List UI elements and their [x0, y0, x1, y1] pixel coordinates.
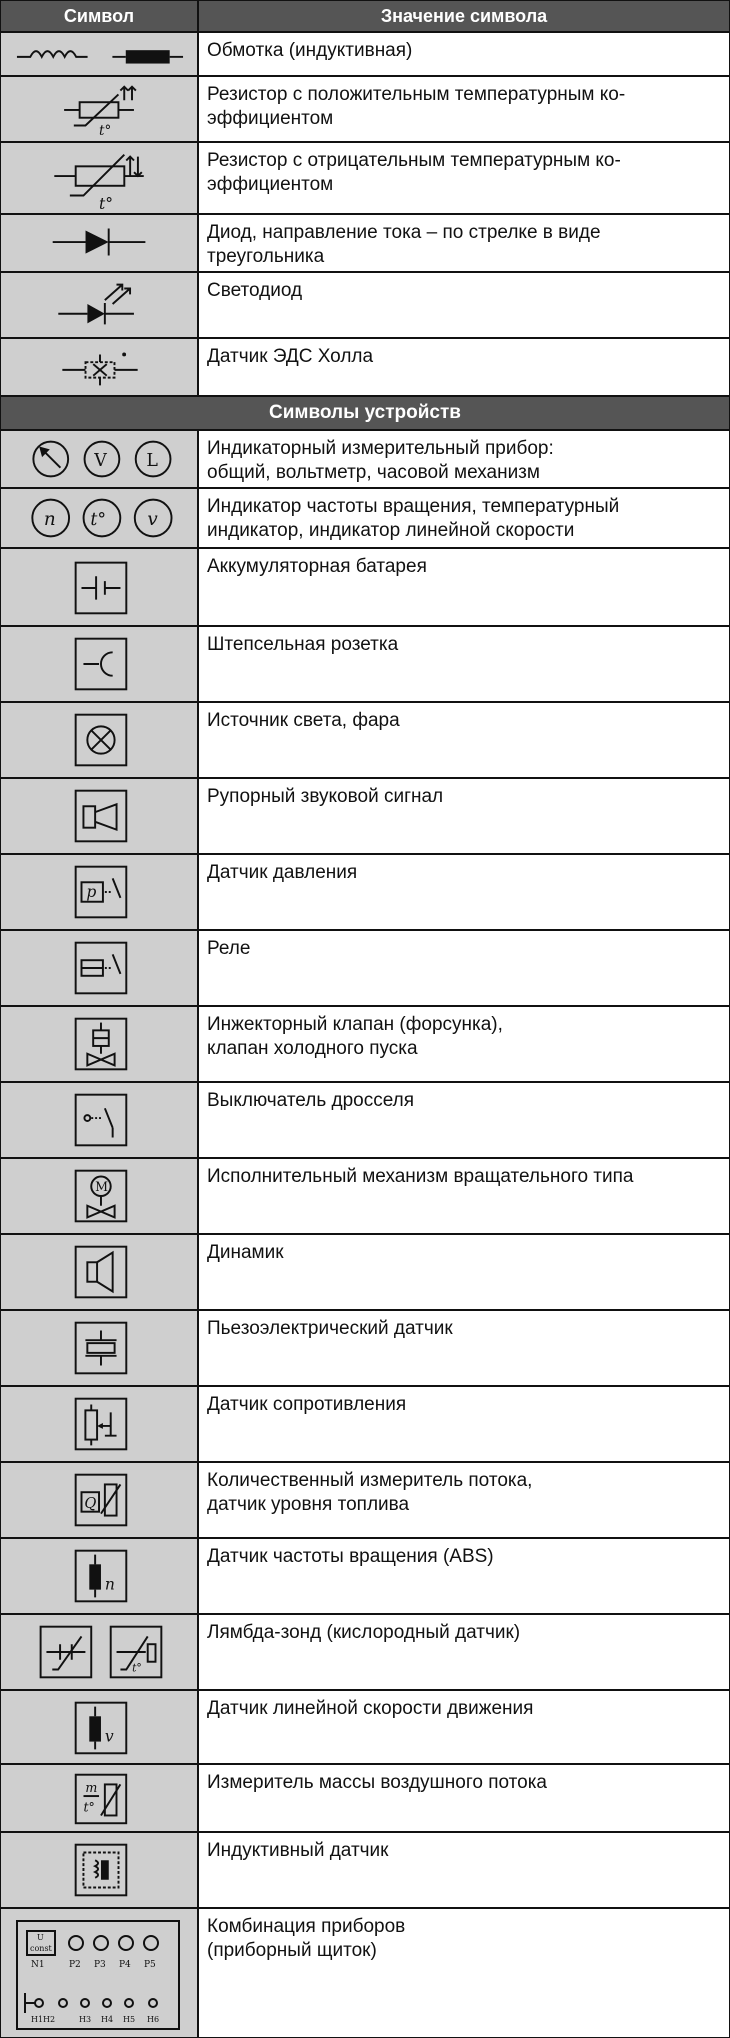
table-row [1, 1235, 729, 1311]
ptc-label: t° [99, 123, 112, 140]
abs-label: n [104, 1575, 115, 1594]
socket-icon [1, 627, 199, 701]
row-meaning: Количественный измеритель потока, датчик уровня топлива [207, 1470, 533, 1515]
cluster-u-label: U [37, 1933, 44, 1942]
instrument-cluster-icon [1, 1909, 199, 2037]
linear-speed-label: v [147, 508, 158, 530]
table-row [1, 627, 729, 703]
table-row [1, 1311, 729, 1387]
abs-sensor-icon [1, 1539, 199, 1613]
linear-speed-sensor-label: v [104, 1727, 114, 1746]
table-row [1, 1909, 729, 2037]
row-meaning: Комбинация приборов (приборный щиток) [207, 1916, 406, 1961]
table-row [1, 549, 729, 627]
header-meaning: Значение символа [380, 5, 548, 26]
table-row [1, 1691, 729, 1765]
table-row [1, 855, 729, 931]
table-row [1, 779, 729, 855]
table-row [1, 1387, 729, 1463]
cluster-h2-label: H2 [43, 2015, 56, 2024]
linear-speed-sensor-icon [1, 1691, 199, 1763]
table-row [1, 1833, 729, 1909]
ntc-label: t° [99, 195, 114, 213]
table-row [1, 77, 729, 143]
rotary-actuator-icon [1, 1159, 199, 1233]
hall-sensor-icon [1, 339, 199, 395]
speed-temp-indicator-icons [1, 489, 199, 547]
flow-meter-icon [1, 1463, 199, 1537]
air-mass-meter-icon [1, 1765, 199, 1831]
diode-icon [1, 215, 199, 271]
row-meaning: Измеритель массы воздушного потока [207, 1772, 547, 1793]
voltmeter-label: V [94, 450, 107, 471]
row-meaning: Резистор с отрицательным температурным ко- эффициентом [207, 150, 621, 195]
row-meaning: Штепсельная розетка [207, 634, 399, 655]
cluster-h1-label: H1 [31, 2015, 44, 2024]
speaker-icon [1, 1235, 199, 1309]
flow-label: Q [84, 1494, 97, 1512]
header-symbol: Символ [1, 1, 199, 31]
temp-label: t° [90, 509, 107, 530]
row-meaning: Инжекторный клапан (форсунка), клапан холодного пуска [207, 1014, 503, 1059]
meter-icons [1, 431, 199, 487]
inductive-sensor-icon [1, 1833, 199, 1907]
speed-label: n [43, 508, 56, 530]
cluster-const-label: const [30, 1944, 52, 1953]
lambda-temp-label: t° [132, 1661, 142, 1675]
cluster-h6-label: H6 [147, 2015, 160, 2024]
row-meaning: Датчик линейной скорости движения [207, 1698, 534, 1719]
row-meaning: Светодиод [207, 280, 303, 301]
injector-valve-icon [1, 1007, 199, 1081]
cluster-p3-label: P3 [94, 1960, 106, 1970]
ntc-resistor-icon [1, 143, 199, 213]
table-row [1, 489, 729, 549]
cluster-h4-label: H4 [101, 2015, 114, 2024]
table-header [1, 1, 729, 33]
row-meaning: Датчик сопротивления [207, 1394, 407, 1415]
clock-label: L [146, 450, 158, 471]
cluster-h3-label: H3 [79, 2015, 92, 2024]
cluster-p5-label: P5 [144, 1960, 156, 1970]
row-meaning: Индуктивный датчик [207, 1840, 389, 1861]
motor-label: M [95, 1179, 109, 1195]
row-meaning: Диод, направление тока – по стрелке в виде треугольника [207, 222, 601, 267]
row-meaning: Пьезоэлектрический датчик [207, 1318, 453, 1339]
table-row [1, 339, 729, 397]
relay-icon [1, 931, 199, 1005]
table-row [1, 1463, 729, 1539]
table-row [1, 1083, 729, 1159]
row-meaning: Реле [207, 938, 251, 959]
row-meaning: Выключатель дросселя [207, 1090, 415, 1111]
row-meaning: Датчик ЭДС Холла [207, 346, 374, 367]
lambda-probe-icon [1, 1615, 199, 1689]
table-row [1, 215, 729, 273]
table-row [1, 703, 729, 779]
table-row [1, 1159, 729, 1235]
air-temp-label: t° [83, 1799, 95, 1815]
row-meaning: Лямбда-зонд (кислородный датчик) [207, 1622, 521, 1643]
light-source-icon [1, 703, 199, 777]
air-mass-label: m [85, 1780, 98, 1796]
row-meaning: Обмотка (индуктивная) [207, 40, 413, 61]
row-meaning: Датчик частоты вращения (ABS) [207, 1546, 494, 1567]
inductive-winding-icon [1, 33, 199, 75]
table-row [1, 431, 729, 489]
row-meaning: Источник света, фара [207, 710, 400, 731]
row-meaning: Аккумуляторная батарея [207, 556, 427, 577]
row-meaning: Рупорный звуковой сигнал [207, 786, 444, 807]
section-title: Символы устройств [1, 397, 729, 431]
led-icon [1, 273, 199, 337]
table-row [1, 1765, 729, 1833]
piezo-sensor-icon [1, 1311, 199, 1385]
cluster-h5-label: H5 [123, 2015, 136, 2024]
resistance-sensor-icon [1, 1387, 199, 1461]
cluster-p4-label: P4 [119, 1960, 131, 1970]
pressure-label: p [86, 882, 97, 901]
row-meaning: Индикаторный измерительный прибор: общий, вольтметр, часовой механизм [207, 438, 554, 483]
pressure-sensor-icon [1, 855, 199, 929]
battery-icon [1, 549, 199, 625]
table-row [1, 143, 729, 215]
table-row [1, 931, 729, 1007]
cluster-p2-label: P2 [69, 1960, 81, 1970]
cluster-n1-label: N1 [31, 1960, 45, 1970]
throttle-switch-icon [1, 1083, 199, 1157]
horn-icon [1, 779, 199, 853]
row-meaning: Динамик [207, 1242, 284, 1263]
row-meaning: Индикатор частоты вращения, температурный индикатор, индикатор линейной скорости [207, 496, 620, 541]
ptc-resistor-icon [1, 77, 199, 141]
row-meaning: Резистор с положительным температурным ко- эффициентом [207, 84, 626, 129]
row-meaning: Исполнительный механизм вращательного типа [207, 1166, 634, 1187]
table-row [1, 1539, 729, 1615]
table-row [1, 273, 729, 339]
row-meaning: Датчик давления [207, 862, 358, 883]
table-row [1, 33, 729, 77]
table-row [1, 1615, 729, 1691]
table-row [1, 1007, 729, 1083]
